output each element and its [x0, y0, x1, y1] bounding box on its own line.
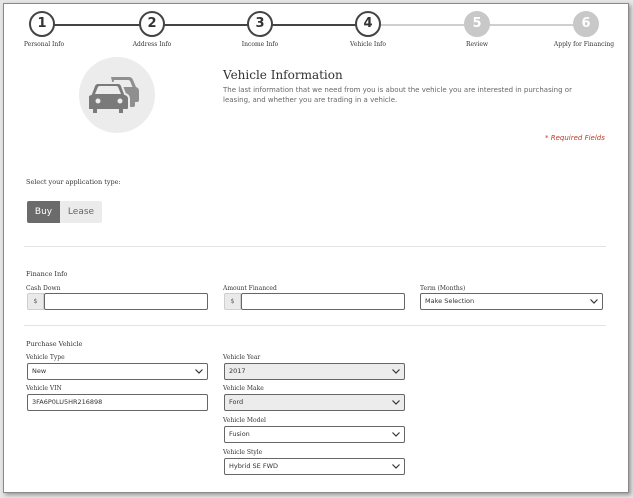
vehicle-type-label: Vehicle Type	[26, 354, 65, 361]
chevron-down-icon	[195, 369, 203, 374]
step-5-label: Review	[465, 41, 489, 48]
vehicle-model-label: Vehicle Model	[223, 417, 266, 424]
vin-input[interactable]: 3FA6P0LU5HR216898	[27, 394, 208, 411]
page-description: The last information that we need from you is about the vehicle you are interested in purchasing or leasing, and whether you are trading in a vehicle.	[223, 86, 572, 104]
step-1-circle[interactable]: 1	[29, 11, 55, 37]
application-type-prompt: Select your application type:	[26, 178, 121, 186]
amount-financed-label: Amount Financed	[223, 285, 277, 292]
vehicle-type-select[interactable]	[27, 363, 208, 380]
chevron-down-icon	[392, 432, 400, 437]
step-3-circle[interactable]: 3	[247, 11, 273, 37]
application-type-toggle	[27, 201, 102, 223]
amount-financed-prefix: $	[224, 293, 241, 310]
cash-down-prefix: $	[27, 293, 44, 310]
vehicle-make-label: Vehicle Make	[223, 385, 264, 392]
lease-button[interactable]: Lease	[60, 201, 102, 223]
step-2-label: Address Info	[132, 41, 172, 48]
term-select-value: Make Selection	[425, 297, 475, 305]
vehicle-year-label: Vehicle Year	[223, 354, 261, 361]
vehicle-make-select[interactable]	[224, 394, 405, 411]
step-5-circle: 5	[464, 11, 490, 37]
step-4-circle[interactable]: 4	[355, 11, 381, 37]
chevron-down-icon	[590, 299, 598, 304]
section-divider	[24, 246, 606, 247]
vehicle-style-value: Hybrid SE FWD	[229, 462, 279, 470]
finance-section-title: Finance Info	[26, 270, 68, 278]
step-1-label: Personal Info	[23, 41, 65, 48]
vehicle-type-value: New	[32, 367, 47, 375]
step-4-label: Vehicle Info	[350, 41, 386, 48]
chevron-down-icon	[392, 400, 400, 405]
purchase-section-title: Purchase Vehicle	[26, 340, 83, 348]
progress-line-complete	[42, 24, 366, 26]
section-divider	[24, 325, 606, 326]
vehicle-style-label: Vehicle Style	[223, 449, 263, 456]
vehicle-year-value: 2017	[229, 367, 246, 375]
chevron-down-icon	[392, 464, 400, 469]
required-fields-note: * Required Fields	[545, 134, 605, 142]
vehicle-make-value: Ford	[229, 398, 244, 406]
application-frame	[3, 3, 629, 493]
vehicle-model-select[interactable]	[224, 426, 405, 443]
cash-down-label: Cash Down	[26, 285, 61, 292]
step-2-circle[interactable]: 2	[139, 11, 165, 37]
amount-financed-input[interactable]	[241, 293, 405, 310]
page-title: Vehicle Information	[223, 68, 343, 82]
vin-label: Vehicle VIN	[26, 385, 62, 392]
step-3-label: Income Info	[241, 41, 279, 48]
step-6-label: Apply for Financing	[553, 41, 615, 48]
vehicle-year-select[interactable]	[224, 363, 405, 380]
progress-stepper	[4, 4, 628, 54]
buy-button[interactable]: Buy	[27, 201, 60, 223]
vehicle-avatar	[79, 57, 155, 133]
term-label: Term (Months)	[420, 285, 466, 292]
cash-down-input[interactable]	[44, 293, 208, 310]
cars-icon	[89, 71, 145, 113]
chevron-down-icon	[392, 369, 400, 374]
step-6-circle: 6	[573, 11, 599, 37]
vehicle-model-value: Fusion	[229, 430, 250, 438]
term-select[interactable]	[420, 293, 603, 310]
vehicle-style-select[interactable]	[224, 458, 405, 475]
